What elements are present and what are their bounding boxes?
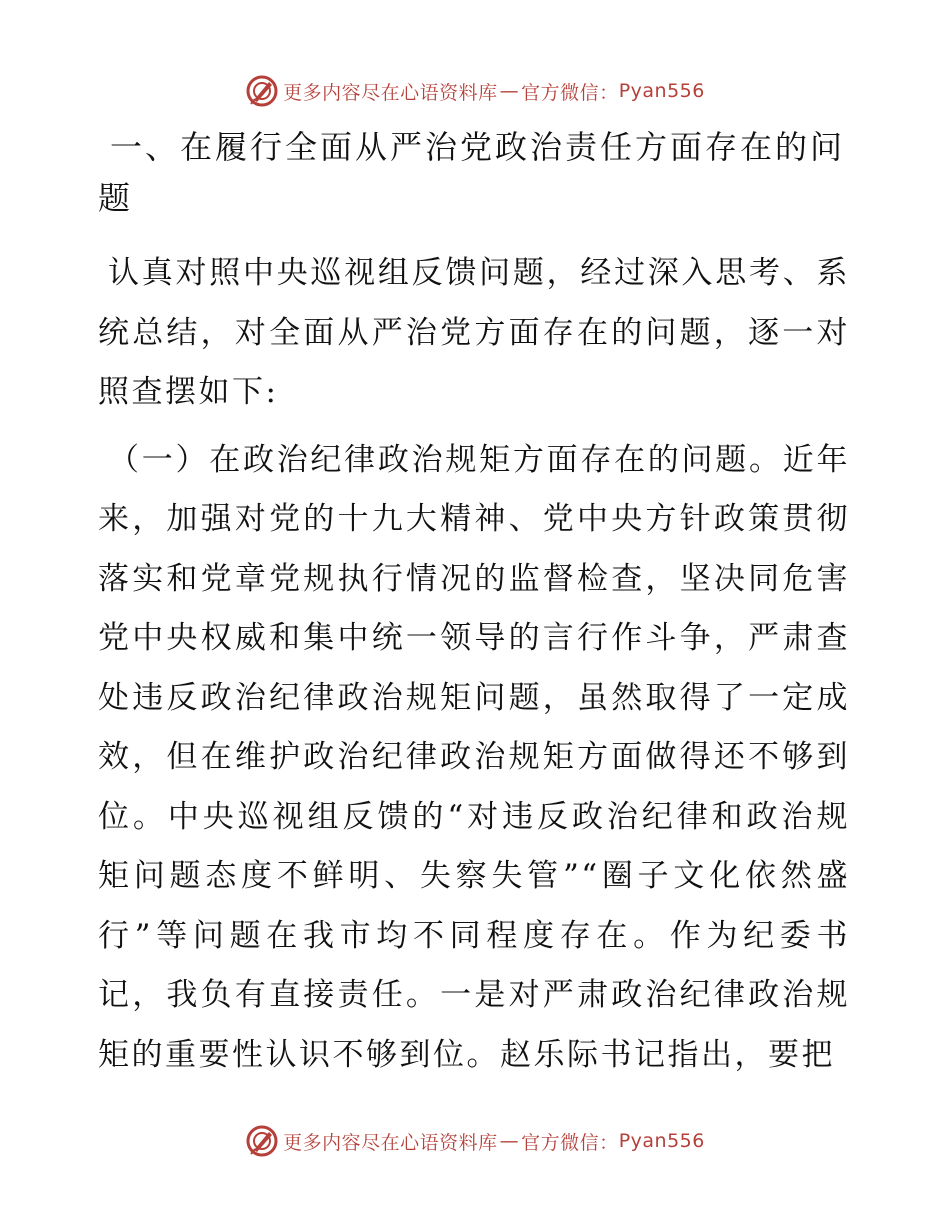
- section-heading: 一、在履行全面从严治党政治责任方面存在的问题: [98, 128, 846, 217]
- body-paragraph: （一）在政治纪律政治规矩方面存在的问题。近年来，加强对党的十九大精神、党中央方针政策贯彻落实和党章党规执行情况的监督检查，坚决同危害党中央权威和集中统一领导的言行作斗争，严肃查处违反政治纪律政治规矩问题，虽然取得了一定成效，但在维护政治纪律政治规矩方面做得还不够到位。中央巡视组反馈的“对违反政治纪律和政治规矩问题态度不鲜明、失察失管”“圈子文化依然盛行”等问题在我市均不同程度存在。作为纪委书记，我负有直接责任。一是对严肃政治纪律政治规矩的重要性认识不够到位。赵乐际书记指出，要把: [98, 441, 850, 1073]
- feather-pen-logo-icon: [245, 74, 279, 108]
- header-watermark: [0, 71, 950, 111]
- watermark-account: Pyan556: [618, 1130, 705, 1152]
- watermark-brand-text: 更多内容尽在心语资料库: [283, 81, 498, 104]
- watermark-contact-label: 官方微信：: [521, 81, 619, 104]
- watermark-account: Pyan556: [618, 80, 705, 102]
- watermark-separator: —: [499, 1130, 520, 1152]
- document-body: [98, 122, 850, 1093]
- feather-pen-logo-icon: [245, 1124, 279, 1158]
- watermark-contact-label: 官方微信：: [521, 1131, 619, 1154]
- intro-paragraph: 认真对照中央巡视组反馈问题，经过深入思考、系统总结，对全面从严治党方面存在的问题，逐一对照查摆如下:: [98, 255, 850, 410]
- watermark-separator: —: [499, 80, 520, 102]
- footer-watermark: [0, 1121, 950, 1161]
- watermark-brand-text: 更多内容尽在心语资料库: [283, 1131, 498, 1154]
